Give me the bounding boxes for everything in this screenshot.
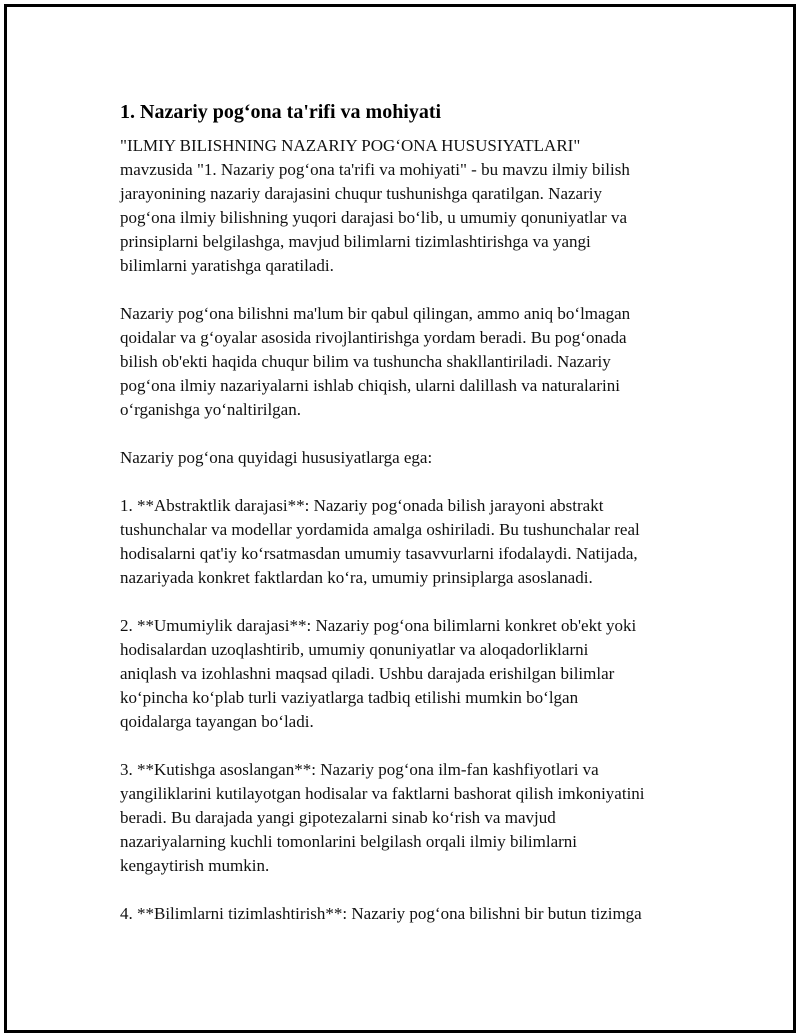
text-line: hodisalarni qat'iy ko‘rsatmasdan umumiy tasavvurlarni ifodalaydi. Natijada, — [120, 544, 638, 563]
text-line: pog‘ona ilmiy nazariyalarni ishlab chiqish, ularni dalillash va naturalarini — [120, 376, 620, 395]
text-line: aniqlash va izohlashni maqsad qiladi. Ushbu darajada erishilgan bilimlar — [120, 664, 615, 683]
text-line: Nazariy pog‘ona bilishni ma'lum bir qabul qilingan, ammo aniq bo‘lmagan — [120, 304, 631, 323]
text-line: prinsiplarni belgilashga, mavjud bilimlarni tizimlashtirishga va yangi — [120, 232, 591, 251]
text-line: Nazariy pog‘ona quyidagi hususiyatlarga ega: — [120, 448, 433, 467]
text-line: 2. **Umumiylik darajasi**: Nazariy pog‘ona bilimlarni konkret ob'ekt yoki — [120, 616, 637, 635]
section-heading: 1. Nazariy pog‘ona ta'rifi va mohiyati — [120, 101, 442, 123]
text-line: 3. **Kutishga asoslangan**: Nazariy pog‘ona ilm-fan kashfiyotlari va — [120, 760, 599, 779]
text-line: mavzusida "1. Nazariy pog‘ona ta'rifi va mohiyati" - bu mavzu ilmiy bilish — [120, 160, 630, 179]
text-line: bilimlarni yaratishga qaratiladi. — [120, 256, 334, 275]
text-line: qoidalar va g‘oyalar asosida rivojlantirishga yordam beradi. Bu pog‘onada — [120, 328, 627, 347]
text-line: kengaytirish mumkin. — [120, 856, 270, 875]
text-line: nazariyalarning kuchli tomonlarini belgilash orqali ilmiy bilimlarni — [120, 832, 577, 851]
list-item-generality — [120, 614, 700, 734]
paragraph-development — [120, 302, 700, 422]
paragraph-features-intro — [120, 446, 700, 470]
text-line: beradi. Bu darajada yangi gipotezalarni sinab ko‘rish va mavjud — [120, 808, 556, 827]
paragraph-intro — [120, 134, 700, 278]
text-line: ko‘pincha ko‘plab turli vaziyatlarga tadbiq etilishi mumkin bo‘lgan — [120, 688, 579, 707]
document-page — [4, 4, 796, 1033]
text-line: qoidalarga tayangan bo‘ladi. — [120, 712, 314, 731]
list-item-abstraction — [120, 494, 700, 590]
text-line: 1. **Abstraktlik darajasi**: Nazariy pog‘onada bilish jarayoni abstrakt — [120, 496, 604, 515]
text-line: "ILMIY BILISHNING NAZARIY POG‘ONA HUSUSIYATLARI" — [120, 136, 581, 155]
list-item-systematization — [120, 902, 700, 926]
text-line: bilish ob'ekti haqida chuqur bilim va tushuncha shakllantiriladi. Nazariy — [120, 352, 611, 371]
list-item-prediction — [120, 758, 700, 878]
text-line: tushunchalar va modellar yordamida amalga oshiriladi. Bu tushunchalar real — [120, 520, 640, 539]
text-line: yangiliklarini kutilayotgan hodisalar va faktlarni bashorat qilish imkoniyatini — [120, 784, 645, 803]
text-line: jarayonining nazariy darajasini chuqur tushunishga qaratilgan. Nazariy — [120, 184, 602, 203]
text-line: o‘rganishga yo‘naltirilgan. — [120, 400, 301, 419]
text-line: pog‘ona ilmiy bilishning yuqori darajasi bo‘lib, u umumiy qonuniyatlar va — [120, 208, 628, 227]
text-line: nazariyada konkret faktlardan ko‘ra, umumiy prinsiplarga asoslanadi. — [120, 568, 593, 587]
text-line: hodisalardan uzoqlashtirib, umumiy qonuniyatlar va aloqadorliklarni — [120, 640, 589, 659]
document-body — [120, 99, 700, 950]
text-line: 4. **Bilimlarni tizimlashtirish**: Nazariy pog‘ona bilishni bir butun tizimga — [120, 904, 642, 923]
